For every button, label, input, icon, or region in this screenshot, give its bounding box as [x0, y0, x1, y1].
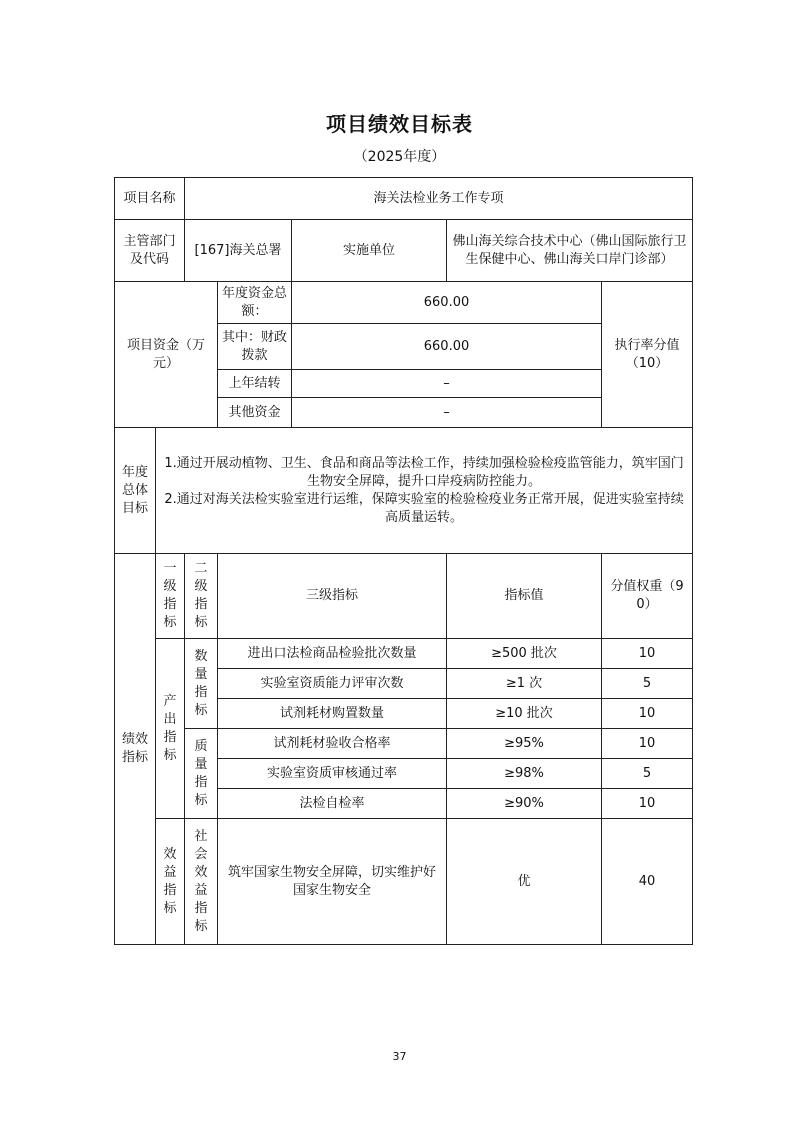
page-number: 37 — [392, 1050, 407, 1063]
table-row — [115, 639, 693, 669]
indicator-name: 实验室资质能力评审次数 — [218, 669, 447, 699]
output-indicator-label: 产出指标 — [156, 639, 185, 819]
project-name-value: 海关法检业务工作专项 — [185, 178, 693, 220]
row-project-name — [115, 178, 693, 220]
indicator-weight: 5 — [602, 669, 693, 699]
benefit-indicator-label: 效益指标 — [156, 819, 185, 945]
performance-goal-table — [114, 177, 693, 945]
indicator-name: 试剂耗材购置数量 — [218, 699, 447, 729]
indicator-name: 法检自检率 — [218, 789, 447, 819]
header-level3: 三级指标 — [218, 554, 447, 639]
indicator-name: 试剂耗材验收合格率 — [218, 729, 447, 759]
indicator-value: ≥98% — [447, 759, 602, 789]
indicator-weight: 40 — [602, 819, 693, 945]
perf-label: 绩效指标 — [115, 554, 156, 945]
funds-row-value: – — [292, 370, 602, 398]
indicator-weight: 5 — [602, 759, 693, 789]
indicator-value: ≥1 次 — [447, 669, 602, 699]
quantity-indicator-label: 数量指标 — [185, 639, 218, 729]
page-subtitle: （2025年度） — [353, 149, 446, 165]
row-department — [115, 220, 693, 282]
annual-goal-line: 1.通过开展动植物、卫生、食品和商品等法检工作，持续加强检验检疫监管能力，筑牢国门生物安全屏障，提升口岸疫病防控能力。 — [164, 455, 684, 489]
funds-row-label: 上年结转 — [218, 370, 292, 398]
table-row — [115, 819, 693, 945]
indicator-value: 优 — [447, 819, 602, 945]
funds-label: 项目资金（万元） — [115, 282, 218, 428]
indicator-name: 进出口法检商品检验批次数量 — [218, 639, 447, 669]
impl-unit-value: 佛山海关综合技术中心（佛山国际旅行卫生保健中心、佛山海关口岸门诊部） — [447, 220, 693, 282]
exec-rate-label: 执行率分值（10） — [602, 282, 693, 428]
indicator-weight: 10 — [602, 699, 693, 729]
social-benefit-indicator-label: 社会效益指标 — [185, 819, 218, 945]
row-annual-goals — [115, 428, 693, 554]
indicator-name: 筑牢国家生物安全屏障，切实维护好国家生物安全 — [218, 819, 447, 945]
indicator-weight: 10 — [602, 789, 693, 819]
funds-row-value: 660.00 — [292, 282, 602, 324]
indicator-value: ≥10 批次 — [447, 699, 602, 729]
annual-goals-label: 年度总体目标 — [115, 428, 156, 554]
indicator-value: ≥500 批次 — [447, 639, 602, 669]
project-name-label: 项目名称 — [115, 178, 185, 220]
funds-row-label: 年度资金总额： — [218, 282, 292, 324]
annual-goals-content — [156, 428, 693, 554]
department-label: 主管部门及代码 — [115, 220, 185, 282]
table-row — [115, 729, 693, 759]
impl-unit-label: 实施单位 — [292, 220, 447, 282]
indicator-weight: 10 — [602, 729, 693, 759]
page-title: 项目绩效目标表 — [326, 112, 473, 136]
indicator-value: ≥95% — [447, 729, 602, 759]
annual-goal-line: 2.通过对海关法检实验室进行运维，保障实验室的检验检疫业务正常开展，促进实验室持续高质量运转。 — [164, 491, 684, 525]
row-perf-header — [115, 554, 693, 639]
indicator-value: ≥90% — [447, 789, 602, 819]
funds-row-label: 其中：财政拨款 — [218, 324, 292, 370]
funds-row-value: 660.00 — [292, 324, 602, 370]
header-weight: 分值权重（90） — [602, 554, 693, 639]
funds-row-value: – — [292, 398, 602, 428]
header-level1: 一级指标 — [156, 554, 185, 639]
department-value: [167]海关总署 — [185, 220, 292, 282]
row-funds-total — [115, 282, 693, 324]
funds-row-label: 其他资金 — [218, 398, 292, 428]
indicator-weight: 10 — [602, 639, 693, 669]
header-level2: 二级指标 — [185, 554, 218, 639]
indicator-name: 实验室资质审核通过率 — [218, 759, 447, 789]
quality-indicator-label: 质量指标 — [185, 729, 218, 819]
header-value: 指标值 — [447, 554, 602, 639]
